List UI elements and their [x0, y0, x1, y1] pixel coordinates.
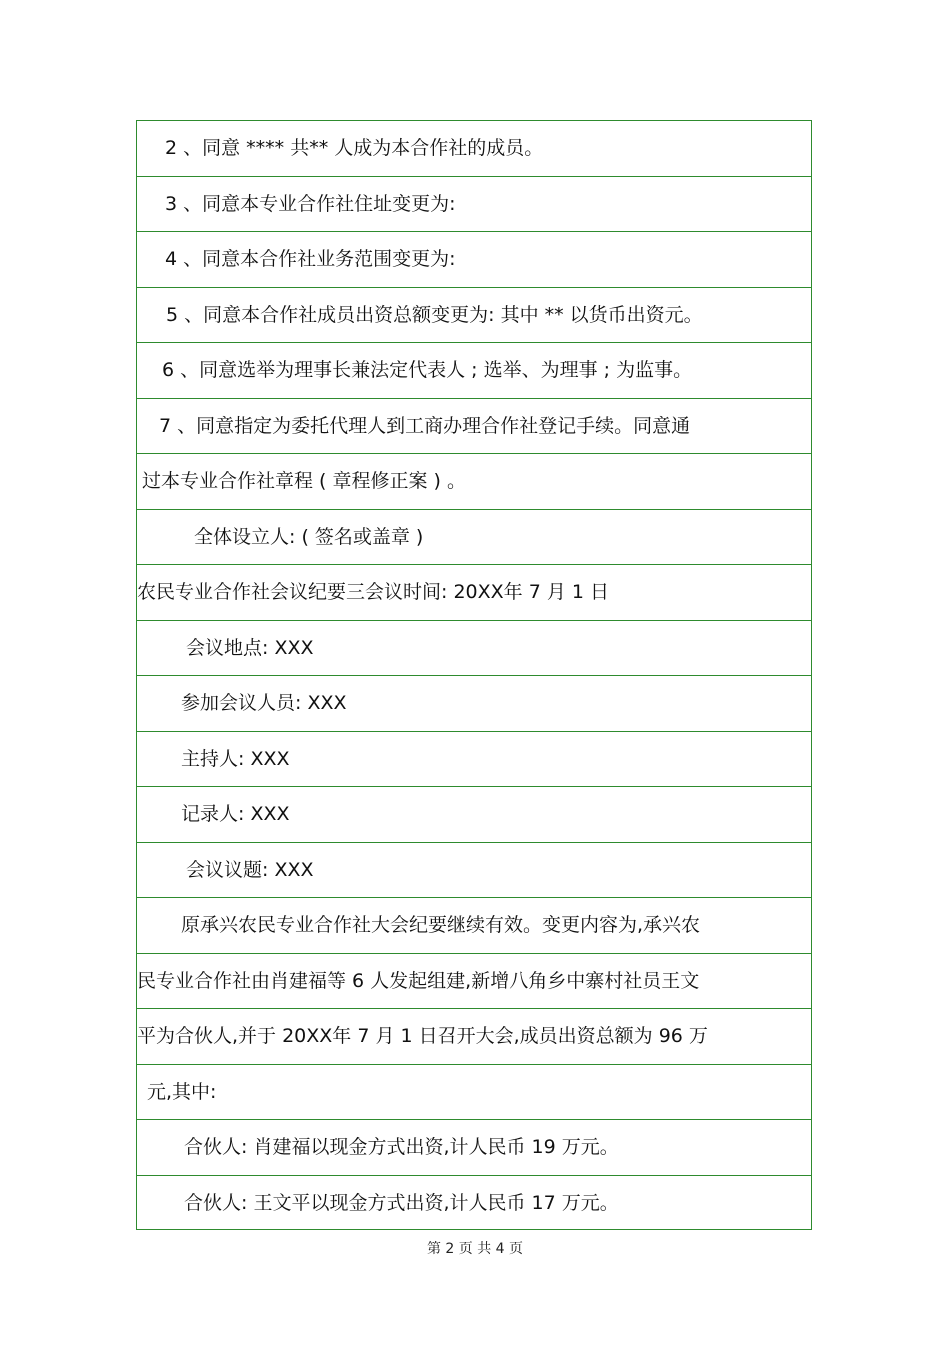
- row-text: 5 、同意本合作社成员出资总额变更为: 其中 ** 以货币出资元。: [166, 303, 703, 326]
- row-text: 合伙人: 王文平以现金方式出资,计人民币 17 万元。: [184, 1191, 619, 1214]
- row-text: 全体设立人: ( 签名或盖章 ): [194, 525, 424, 548]
- table-row: [137, 732, 811, 788]
- table-row: [137, 954, 811, 1010]
- table-row: [137, 1176, 811, 1232]
- table-row: [137, 288, 811, 344]
- table-row: [137, 399, 811, 455]
- row-text: 2 、同意 **** 共** 人成为本合作社的成员。: [165, 137, 544, 159]
- table-row: [137, 621, 811, 677]
- row-text: 农民专业合作社会议纪要三会议时间: 20XX年 7 月 1 日: [137, 581, 609, 603]
- table-row: [137, 177, 811, 233]
- row-text: 4 、同意本合作社业务范围变更为:: [165, 248, 456, 270]
- table-row: [137, 898, 811, 954]
- row-text: 参加会议人员: XXX: [181, 692, 347, 714]
- table-row: [137, 1009, 811, 1065]
- row-text: 会议议题: XXX: [186, 858, 314, 881]
- table-row: [137, 676, 811, 732]
- row-text: 7 、同意指定为委托代理人到工商办理合作社登记手续。同意通: [159, 414, 691, 437]
- table-row: [137, 843, 811, 899]
- row-text: 3 、同意本专业合作社住址变更为:: [165, 192, 456, 215]
- row-text: 6 、同意选举为理事长兼法定代表人 ; 选举、为理事 ; 为监事。: [162, 359, 693, 381]
- row-text: 会议地点: XXX: [186, 636, 314, 659]
- table-row: [137, 121, 811, 177]
- row-text: 元,其中:: [147, 1080, 217, 1103]
- document-table: [136, 120, 812, 1230]
- table-row: [137, 787, 811, 843]
- table-row: [137, 1065, 811, 1121]
- table-row: [137, 232, 811, 288]
- row-text: 民专业合作社由肖建福等 6 人发起组建,新增八角乡中寨村社员王文: [137, 969, 700, 992]
- table-row: [137, 565, 811, 621]
- table-row: [137, 454, 811, 510]
- row-text: 合伙人: 肖建福以现金方式出资,计人民币 19 万元。: [184, 1136, 619, 1158]
- row-text: 主持人: XXX: [181, 747, 290, 770]
- row-text: 过本专业合作社章程 ( 章程修正案 ) 。: [142, 470, 466, 492]
- row-text: 记录人: XXX: [181, 803, 290, 825]
- table-row: [137, 510, 811, 566]
- page-number: 第 2 页 共 4 页: [426, 1241, 524, 1257]
- row-text: 原承兴农民专业合作社大会纪要继续有效。变更内容为,承兴农: [181, 914, 701, 936]
- table-row: [137, 343, 811, 399]
- row-text: 平为合伙人,并于 20XX年 7 月 1 日召开大会,成员出资总额为 96 万: [137, 1025, 708, 1047]
- table-row: [137, 1120, 811, 1176]
